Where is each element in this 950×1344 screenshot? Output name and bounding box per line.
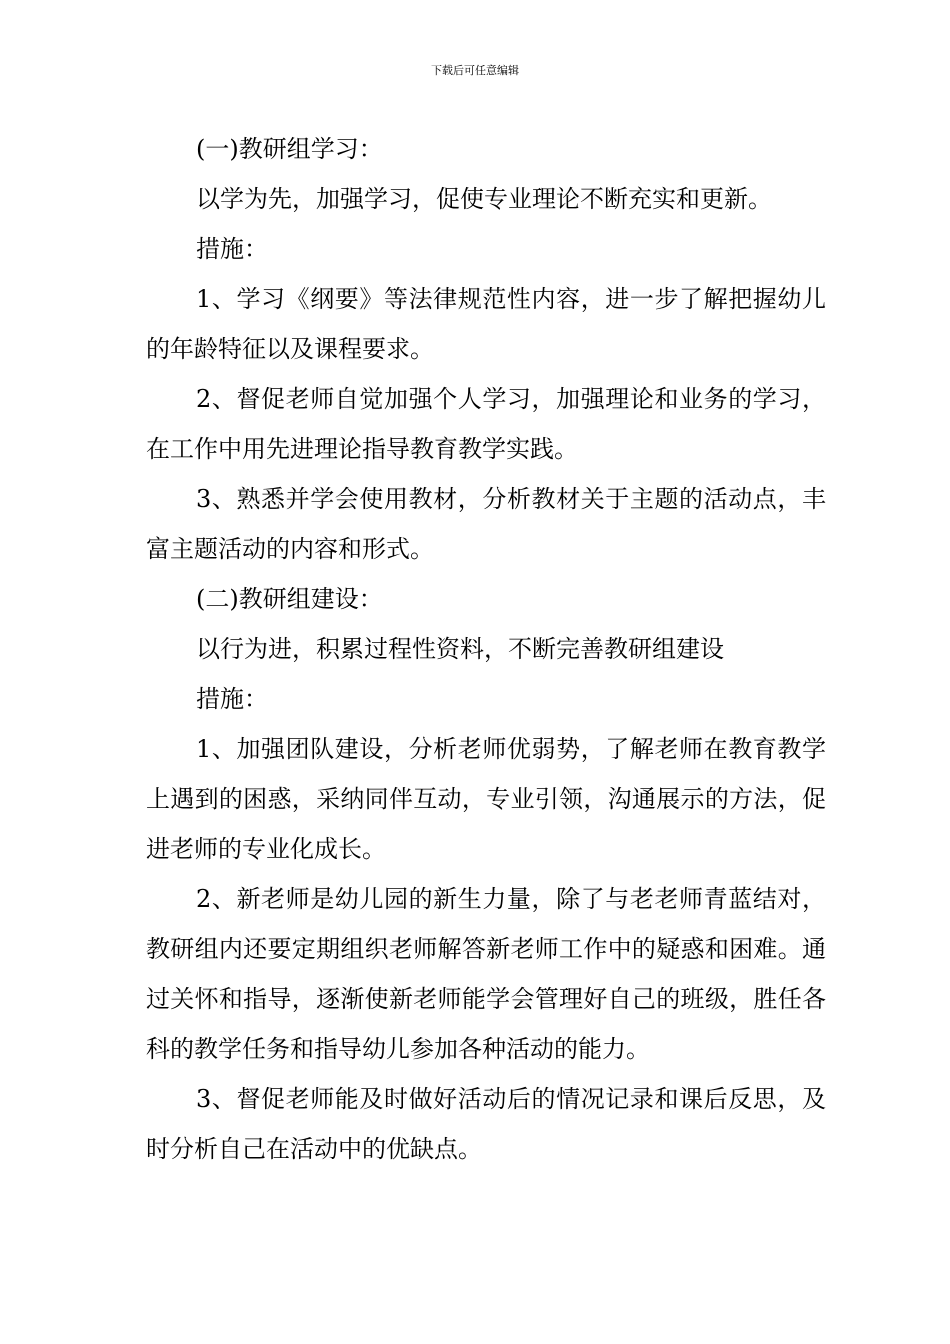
measures-label: 措施： [196, 685, 268, 713]
list-item: 3、熟悉并学会使用教材，分析教材关于主题的活动点，丰富主题活动的内容和形式。 [146, 485, 826, 563]
paragraph: 以学为先，加强学习，促使专业理论不断充实和更新。 [196, 185, 772, 213]
measures-label: 措施： [196, 235, 268, 263]
list-item: 2、新老师是幼儿园的新生力量，除了与老老师青蓝结对，教研组内还要定期组织老师解答新老师工作中的疑惑和困难。通过关怀和指导，逐渐使新老师能学会管理好自己的班级，胜任各科的教学任务和指导幼儿参加各种活动的能力。 [146, 885, 826, 1063]
document-body [146, 124, 826, 1174]
page-header: 下载后可任意编辑 [431, 64, 519, 77]
list-item: 1、学习《纲要》等法律规范性内容，进一步了解把握幼儿的年龄特征以及课程要求。 [146, 285, 826, 363]
list-item: 3、督促老师能及时做好活动后的情况记录和课后反思，及时分析自己在活动中的优缺点。 [146, 1085, 826, 1163]
list-item: 1、加强团队建设，分析老师优弱势，了解老师在教育教学上遇到的困惑，采纳同伴互动，专业引领，沟通展示的方法，促进老师的专业化成长。 [146, 735, 826, 863]
paragraph: 以行为进，积累过程性资料，不断完善教研组建设 [196, 635, 724, 663]
section-heading-study: (一)教研组学习： [196, 135, 383, 163]
list-item: 2、督促老师自觉加强个人学习，加强理论和业务的学习，在工作中用先进理论指导教育教学实践。 [146, 385, 826, 463]
section-heading-construction: (二)教研组建设： [196, 585, 383, 613]
